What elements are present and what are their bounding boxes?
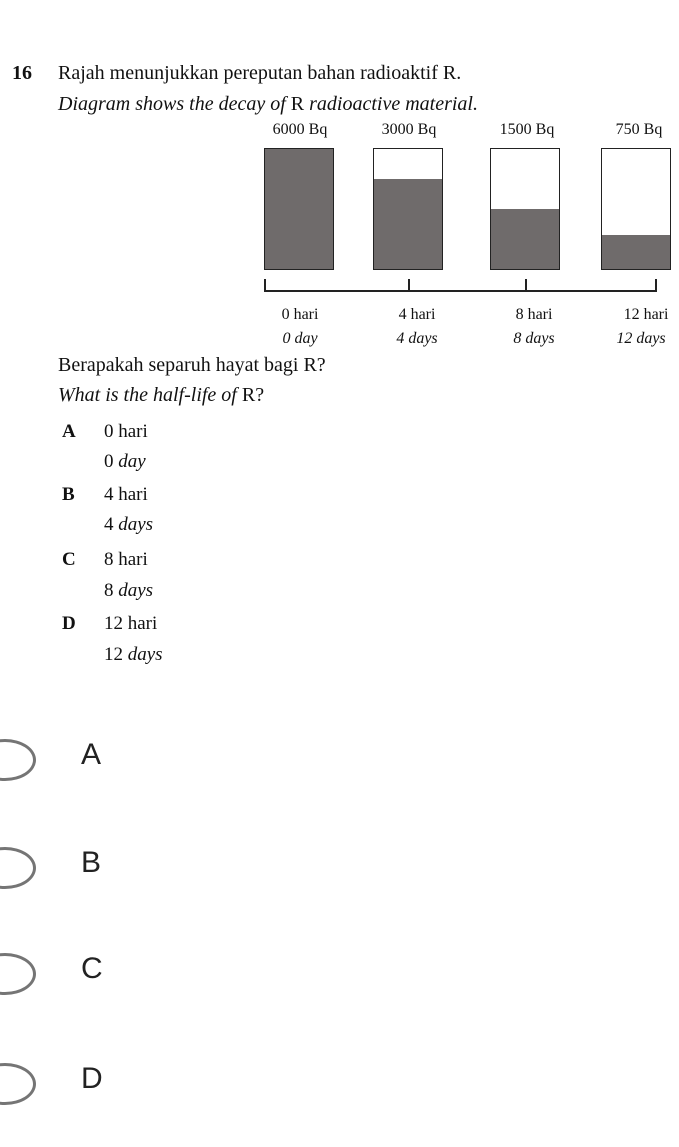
sample-container	[264, 148, 334, 270]
ask-text-ms: Berapakah separuh hayat bagi R?	[58, 354, 326, 376]
question-text-ms: Rajah menunjukkan pereputan bahan radioaktif R.	[58, 62, 462, 84]
answer-label[interactable]: A	[81, 738, 102, 771]
option-letter: D	[62, 613, 76, 634]
option-text-en	[104, 644, 163, 666]
sample-container	[490, 148, 560, 270]
option-text-ms: 4 hari	[104, 484, 148, 505]
time-label-en: 8 days	[513, 330, 555, 347]
axis-tick	[264, 279, 266, 291]
option-text-ms: 0 hari	[104, 421, 148, 442]
option-letter: A	[62, 421, 76, 442]
question-number: 16	[12, 62, 32, 84]
time-label-ms: 12 hari	[623, 306, 669, 323]
answer-label[interactable]: C	[81, 952, 103, 985]
radio-button[interactable]	[0, 847, 36, 889]
option-text-ms: 8 hari	[104, 549, 148, 570]
answer-option-d[interactable]	[0, 1056, 679, 1116]
question-text-en-pre: Diagram shows the decay of	[58, 93, 286, 115]
time-label-en: 0 day	[282, 330, 318, 347]
time-label-en: 12 days	[616, 330, 666, 347]
time-label-ms: 0 hari	[281, 306, 319, 323]
activity-label: 3000 Bq	[381, 121, 437, 138]
ask-text-en-symbol: R	[241, 384, 256, 406]
option-en-unit: day	[118, 451, 146, 472]
option-en-unit: days	[127, 644, 163, 665]
answer-label[interactable]: D	[81, 1062, 103, 1095]
sample-container	[601, 148, 671, 270]
sample-fill	[265, 149, 333, 269]
option-en-num: 4	[104, 514, 114, 535]
sample-fill	[491, 209, 559, 269]
time-label-en: 4 days	[396, 330, 438, 347]
radio-button[interactable]	[0, 953, 36, 995]
time-label-ms: 8 hari	[515, 306, 553, 323]
option-en-num: 12	[104, 644, 123, 665]
option-letter: C	[62, 549, 76, 570]
answer-option-b[interactable]	[0, 840, 679, 900]
sample-fill	[602, 235, 670, 269]
option-text-en	[104, 514, 153, 536]
activity-label: 750 Bq	[615, 121, 663, 138]
option-en-unit: days	[118, 580, 154, 601]
option-text-en	[104, 580, 153, 602]
answer-label[interactable]: B	[81, 846, 102, 879]
option-en-num: 8	[104, 580, 114, 601]
axis-tick	[525, 279, 527, 291]
option-en-num: 0	[104, 451, 114, 472]
sample-container	[373, 148, 443, 270]
answer-option-a[interactable]	[0, 732, 679, 792]
option-text-ms: 12 hari	[104, 613, 158, 634]
ask-text-en-post: ?	[255, 384, 265, 406]
activity-label: 6000 Bq	[272, 121, 328, 138]
question-text-en	[58, 93, 478, 116]
answer-option-c[interactable]	[0, 946, 679, 1006]
ask-text-en	[58, 384, 264, 407]
radio-button[interactable]	[0, 1063, 36, 1105]
axis-tick	[408, 279, 410, 291]
time-axis	[264, 290, 657, 292]
question-text-en-symbol: R	[290, 93, 305, 115]
time-label-ms: 4 hari	[398, 306, 436, 323]
ask-text-en-pre: What is the half-life of	[58, 384, 237, 406]
question-text-en-post: radioactive material.	[309, 93, 478, 115]
sample-fill	[374, 179, 442, 269]
radio-button[interactable]	[0, 739, 36, 781]
activity-label: 1500 Bq	[499, 121, 555, 138]
axis-tick	[655, 279, 657, 291]
option-letter: B	[62, 484, 75, 505]
option-en-unit: days	[118, 514, 154, 535]
option-text-en	[104, 451, 146, 473]
